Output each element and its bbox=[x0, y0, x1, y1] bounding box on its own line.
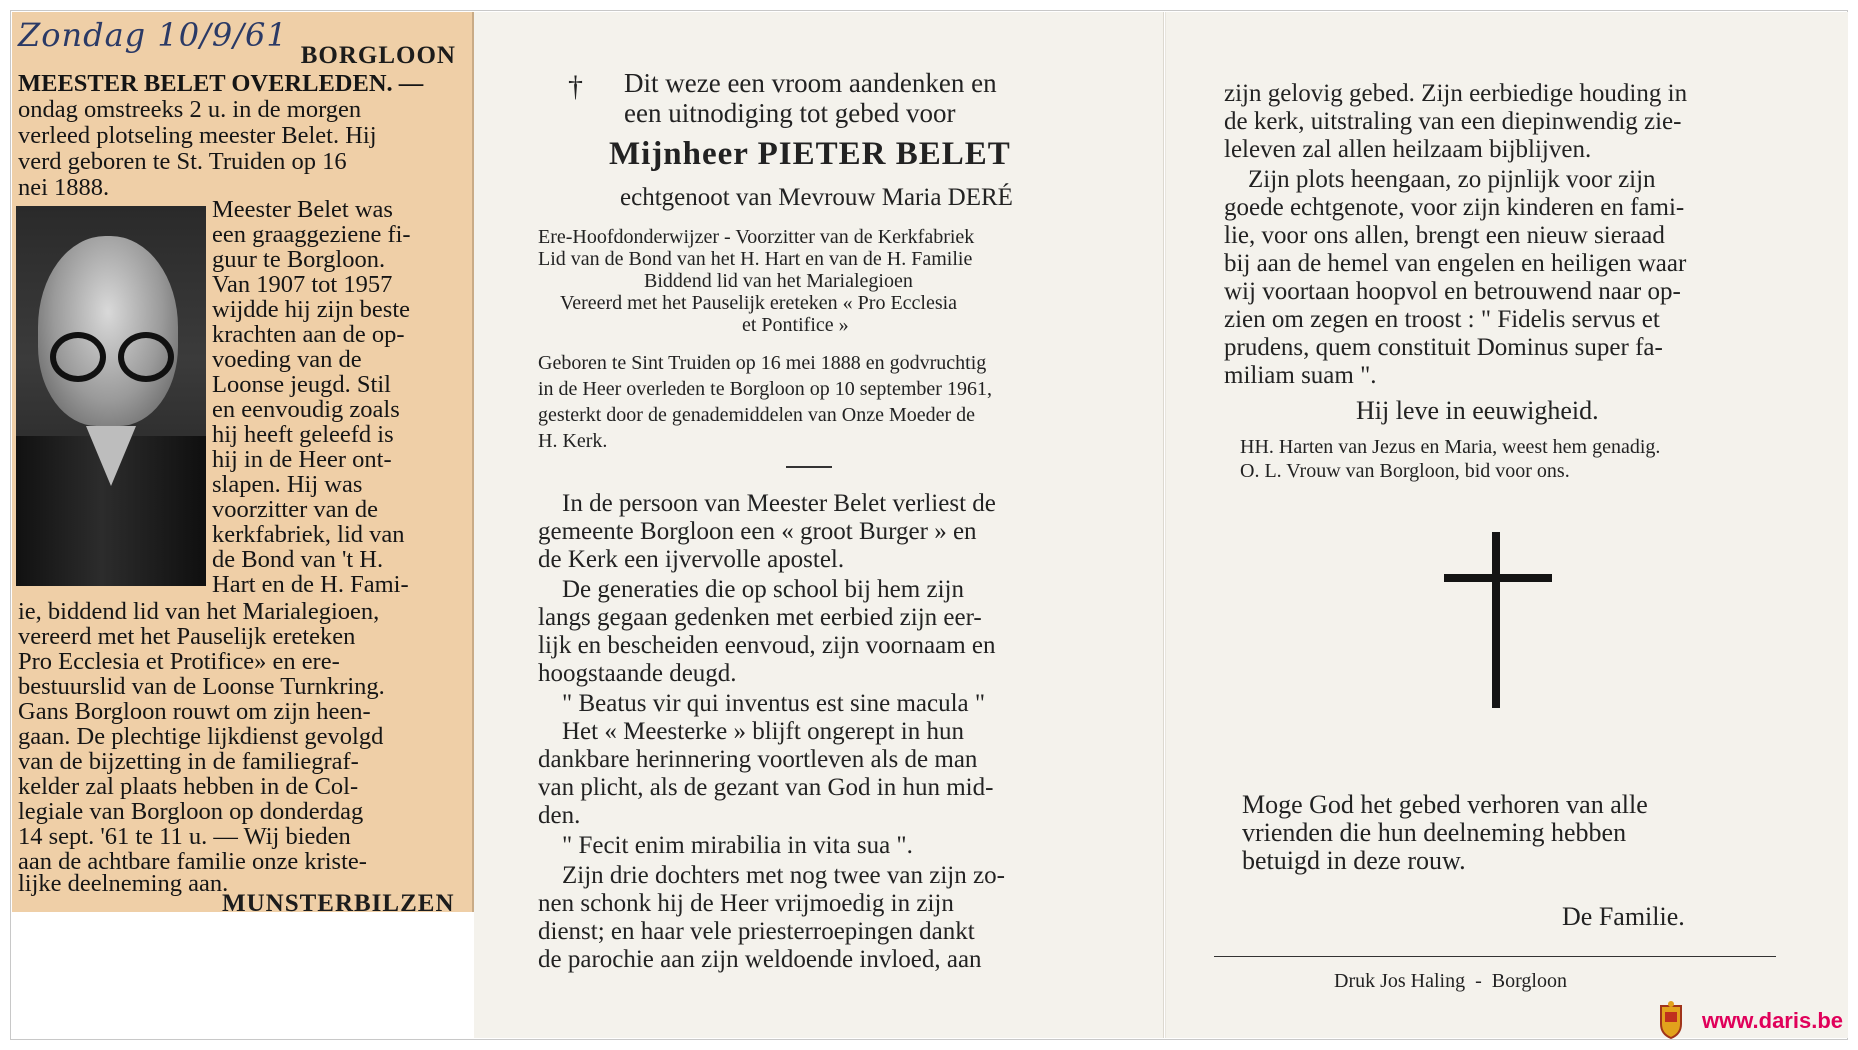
title-line: Biddend lid van het Marialegioen bbox=[644, 270, 913, 292]
clipping-line: Loonse jeugd. Stil bbox=[212, 371, 391, 398]
divider bbox=[786, 466, 832, 468]
clipping-line: aan de achtbare familie onze kriste- bbox=[18, 848, 367, 875]
body-line: lijk en bescheiden eenvoud, zijn voornaam en bbox=[538, 632, 996, 659]
intro-line: een uitnodiging tot gebed voor bbox=[624, 98, 956, 128]
clipping-line: vereerd met het Pauselijk ereteken bbox=[18, 623, 356, 650]
clipping-line: kerkfabriek, lid van bbox=[212, 521, 405, 548]
clipping-line: de Bond van 't H. bbox=[212, 546, 384, 573]
clipping-line: van de bijzetting in de familiegraf- bbox=[18, 748, 359, 775]
title-line: Lid van de Bond van het H. Hart en van de H. Familie bbox=[538, 248, 973, 270]
printer-line: Druk Jos Haling - Borgloon bbox=[1334, 970, 1567, 992]
clipping-line: lijke deelneming aan. bbox=[18, 870, 229, 897]
body-line: den. bbox=[538, 802, 581, 829]
birth-line: H. Kerk. bbox=[538, 430, 608, 452]
title-line: Ere-Hoofdonderwijzer - Voorzitter van de Kerkfabriek bbox=[538, 226, 975, 248]
memorial-card-left bbox=[474, 12, 1164, 1038]
body-line: van plicht, als de gezant van God in hun mid- bbox=[538, 774, 994, 801]
clipping-line: Hart en de H. Fami- bbox=[212, 571, 409, 598]
clipping-line: hij in de Heer ont- bbox=[212, 446, 392, 473]
memorial-card-right bbox=[1165, 12, 1848, 1038]
body-line: nen schonk hij de Heer vrijmoedig in zijn bbox=[538, 890, 954, 917]
eternity-line: Hij leve in eeuwigheid. bbox=[1356, 396, 1599, 425]
body-line: de kerk, uitstraling van een diepinwendig zie- bbox=[1224, 108, 1682, 135]
body-line: Het « Meesterke » blijft ongerept in hun bbox=[562, 718, 964, 745]
clipping-line: hij heeft geleefd is bbox=[212, 421, 394, 448]
clipping-line: Gans Borgloon rouwt om zijn heen- bbox=[18, 698, 371, 725]
birth-line: Geboren te Sint Truiden op 16 mei 1888 en godvruchtig bbox=[538, 352, 987, 374]
newspaper-clipping bbox=[12, 12, 474, 912]
clipping-line: kelder zal plaats hebben in de Col- bbox=[18, 773, 359, 800]
clipping-line: Meester Belet was bbox=[212, 196, 393, 223]
clipping-line: guur te Borgloon. bbox=[212, 246, 386, 273]
clipping-line: een graaggeziene fi- bbox=[212, 221, 411, 248]
clipping-line: nei 1888. bbox=[18, 174, 110, 201]
clipping-line: 14 sept. '61 te 11 u. — Wij bieden bbox=[18, 823, 351, 850]
clipping-line: verleed plotseling meester Belet. Hij bbox=[18, 122, 377, 149]
birth-line: in de Heer overleden te Borgloon op 10 september 1961, bbox=[538, 378, 992, 400]
portrait-photo bbox=[16, 206, 206, 586]
family-signature: De Familie. bbox=[1562, 902, 1685, 931]
body-line: In de persoon van Meester Belet verliest de bbox=[562, 490, 996, 517]
clipping-signature: MUNSTERBILZEN bbox=[222, 890, 455, 912]
clipping-line: legiale van Borgloon op donderdag bbox=[18, 798, 364, 825]
body-line: leleven zal allen heilzaam bijblijven. bbox=[1224, 136, 1592, 163]
body-line: De generaties die op school bij hem zijn bbox=[562, 576, 964, 603]
deceased-name: Mijnheer PIETER BELET bbox=[609, 136, 1011, 172]
title-line: Vereerd met het Pauselijk ereteken « Pro Ecclesia bbox=[560, 292, 958, 314]
clipping-line: ie, biddend lid van het Marialegioen, bbox=[18, 598, 380, 625]
clipping-line: krachten aan de op- bbox=[212, 321, 405, 348]
body-line: de Kerk een ijvervolle apostel. bbox=[538, 546, 845, 573]
body-line: bij aan de hemel van engelen en heiligen waar bbox=[1224, 250, 1687, 277]
body-line: goede echtgenote, voor zijn kinderen en fami- bbox=[1224, 194, 1685, 221]
intro-line: Dit weze een vroom aandenken en bbox=[624, 68, 997, 98]
body-line: zien om zegen en troost : " Fidelis servus et bbox=[1224, 306, 1660, 333]
spouse-line: echtgenoot van Mevrouw Maria DERÉ bbox=[620, 184, 1013, 211]
body-line: dankbare herinnering voortleven als de man bbox=[538, 746, 978, 773]
clipping-line: verd geboren te St. Truiden op 16 bbox=[18, 148, 347, 175]
crest-icon bbox=[1657, 1000, 1685, 1040]
clipping-line: Van 1907 tot 1957 bbox=[212, 271, 393, 298]
handwritten-date: Zondag 10/9/61 bbox=[18, 16, 288, 54]
body-line: " Beatus vir qui inventus est sine macula " bbox=[562, 690, 986, 717]
prayer-line: HH. Harten van Jezus en Maria, weest hem genadig. bbox=[1240, 436, 1661, 458]
closing-line: Moge God het gebed verhoren van alle bbox=[1242, 790, 1648, 819]
body-line: lie, voor ons allen, brengt een nieuw sieraad bbox=[1224, 222, 1665, 249]
clipping-line: slapen. Hij was bbox=[212, 471, 363, 498]
prayer-line: O. L. Vrouw van Borgloon, bid voor ons. bbox=[1240, 460, 1570, 482]
body-line: langs gegaan gedenken met eerbied zijn eer- bbox=[538, 604, 982, 631]
body-line: gemeente Borgloon een « groot Burger » en bbox=[538, 518, 977, 545]
body-line: " Fecit enim mirabilia in vita sua ". bbox=[562, 832, 913, 859]
clipping-line: voeding van de bbox=[212, 346, 362, 373]
body-line: Zijn drie dochters met nog twee van zijn zo- bbox=[562, 862, 1005, 889]
clipping-line: gaan. De plechtige lijkdienst gevolgd bbox=[18, 723, 384, 750]
cross-symbol: † bbox=[568, 70, 583, 103]
birth-line: gesterkt door de genademiddelen van Onze Moeder de bbox=[538, 404, 976, 426]
clipping-line: wijdde hij zijn beste bbox=[212, 296, 410, 323]
body-line: wij voortaan hoopvol en betrouwend naar op- bbox=[1224, 278, 1681, 305]
clipping-place: BORGLOON bbox=[300, 42, 456, 69]
divider bbox=[1214, 956, 1776, 957]
body-line: miliam suam ". bbox=[1224, 362, 1377, 389]
watermark-url[interactable]: www.daris.be bbox=[1702, 1008, 1844, 1033]
clipping-line: MEESTER BELET OVERLEDEN. — bbox=[18, 70, 424, 97]
body-line: zijn gelovig gebed. Zijn eerbiedige houding in bbox=[1224, 80, 1688, 107]
clipping-line: ondag omstreeks 2 u. in de morgen bbox=[18, 96, 362, 123]
clipping-line: bestuurslid van de Loonse Turnkring. bbox=[18, 673, 385, 700]
body-line: dienst; en haar vele priesterroepingen dankt bbox=[538, 918, 975, 945]
body-line: prudens, quem constituit Dominus super fa- bbox=[1224, 334, 1663, 361]
clipping-line: voorzitter van de bbox=[212, 496, 378, 523]
title-line: et Pontifice » bbox=[742, 314, 849, 336]
cross-icon bbox=[1444, 532, 1552, 708]
body-line: de parochie aan zijn weldoende invloed, aan bbox=[538, 946, 982, 973]
clipping-line: Pro Ecclesia et Protifice» en ere- bbox=[18, 648, 340, 675]
body-line: hoogstaande deugd. bbox=[538, 660, 737, 687]
closing-line: vrienden die hun deelneming hebben bbox=[1242, 818, 1627, 847]
clipping-line: en eenvoudig zoals bbox=[212, 396, 400, 423]
closing-line: betuigd in deze rouw. bbox=[1242, 846, 1466, 875]
body-line: Zijn plots heengaan, zo pijnlijk voor zijn bbox=[1248, 166, 1656, 193]
